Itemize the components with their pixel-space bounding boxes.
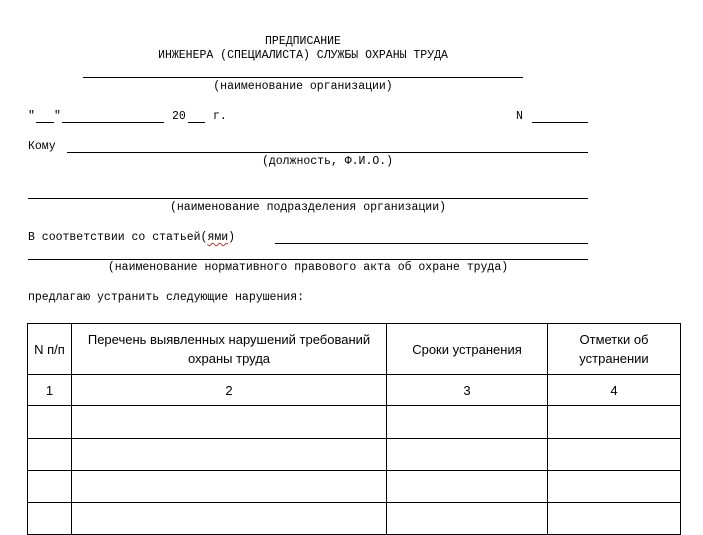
document-title: ПРЕДПИСАНИЕ xyxy=(265,35,341,48)
table-row xyxy=(28,439,681,471)
accordance-suffix: ) xyxy=(228,231,236,244)
table-cell[interactable] xyxy=(28,439,72,471)
col-number-1: 1 xyxy=(28,375,72,406)
violations-table xyxy=(27,323,681,535)
header-marks: Отметки об устранении xyxy=(548,324,681,375)
table-row xyxy=(28,471,681,503)
act-line[interactable] xyxy=(28,259,588,260)
proposal-text: предлагаю устранить следующие нарушения: xyxy=(28,291,305,304)
col-number-4: 4 xyxy=(548,375,681,406)
table-cell[interactable] xyxy=(548,406,681,439)
subdivision-line[interactable] xyxy=(28,198,588,199)
subdivision-caption: (наименование подразделения организации) xyxy=(169,201,447,214)
number-label: N xyxy=(516,110,523,123)
organization-caption: (наименование организации) xyxy=(213,80,393,93)
table-cell[interactable] xyxy=(28,471,72,503)
table-cell[interactable] xyxy=(28,406,72,439)
table-cell[interactable] xyxy=(548,471,681,503)
date-quote-open: " xyxy=(28,110,35,123)
recipient-line[interactable] xyxy=(67,152,588,153)
position-caption: (должность, Ф.И.О.) xyxy=(261,155,394,168)
table-cell[interactable] xyxy=(548,503,681,535)
table-cell[interactable] xyxy=(387,503,548,535)
accordance-prefix: В соответствии со статьей( xyxy=(28,231,208,244)
number-line[interactable] xyxy=(532,122,588,123)
table-row xyxy=(28,503,681,535)
table-cell[interactable] xyxy=(28,503,72,535)
table-header-row xyxy=(28,324,681,375)
header-deadline: Сроки устранения xyxy=(387,324,548,375)
date-quote-close: " xyxy=(54,110,61,123)
accordance-text xyxy=(28,231,235,245)
table-cell[interactable] xyxy=(72,503,387,535)
act-caption: (наименование нормативного правового акта об охране труда) xyxy=(107,261,509,274)
table-cell[interactable] xyxy=(72,439,387,471)
date-year-prefix: 20 xyxy=(172,110,186,123)
article-line[interactable] xyxy=(275,243,588,244)
table-numbering-row xyxy=(28,375,681,406)
date-year-line[interactable] xyxy=(188,122,205,123)
accordance-marked: ями xyxy=(207,231,229,244)
table-cell[interactable] xyxy=(387,471,548,503)
header-number: N п/п xyxy=(28,324,72,375)
table-cell[interactable] xyxy=(387,439,548,471)
organization-name-line[interactable] xyxy=(83,77,523,78)
table-cell[interactable] xyxy=(387,406,548,439)
table-cell[interactable] xyxy=(72,406,387,439)
table-row xyxy=(28,406,681,439)
date-day-line[interactable] xyxy=(36,122,54,123)
col-number-3: 3 xyxy=(387,375,548,406)
to-label: Кому xyxy=(28,140,56,153)
date-month-line[interactable] xyxy=(62,122,164,123)
date-year-suffix: г. xyxy=(213,110,227,123)
header-violations: Перечень выявленных нарушений требований охраны труда xyxy=(72,324,387,375)
document-subtitle: ИНЖЕНЕРА (СПЕЦИАЛИСТА) СЛУЖБЫ ОХРАНЫ ТРУДА xyxy=(158,49,448,62)
table-cell[interactable] xyxy=(72,471,387,503)
table-cell[interactable] xyxy=(548,439,681,471)
col-number-2: 2 xyxy=(72,375,387,406)
